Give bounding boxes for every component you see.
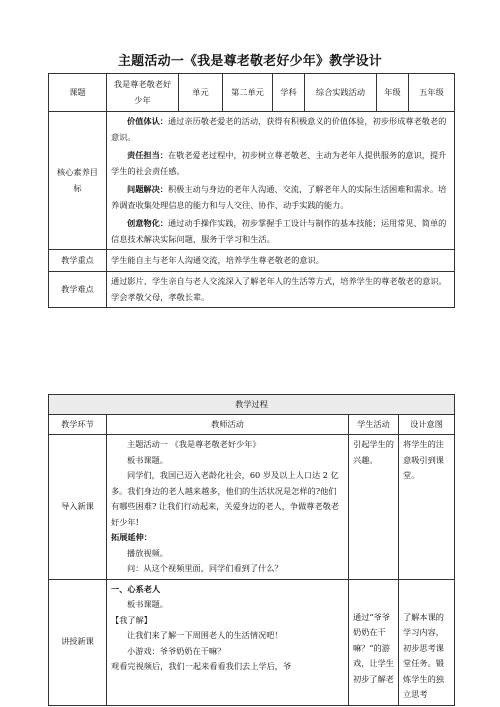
extension-line: 问：从这个视频里面，同学们看到了什么？ xyxy=(127,563,283,573)
header-intent: 设计意图 xyxy=(399,415,455,435)
intro-line: 同学们，我国已迈入老龄化社会，60 岁及以上人口达 2 亿多。我们身边的老人越来越多，他们的生活状况是怎样的?他们有哪些困难? 让我们行动起来，关爱身边的老人，争做尊老敬老好少年! xyxy=(111,470,340,527)
intro-intent: 将学生的注意吸引到课堂。 xyxy=(399,435,455,580)
literacy-content xyxy=(107,112,455,250)
course-value: 我是尊老敬老好少年 xyxy=(107,74,179,112)
literacy-label: 核心素养目标 xyxy=(49,112,107,250)
page-title: 主题活动一《我是尊老敬老好少年》教学设计 xyxy=(117,54,382,69)
lecture-line: 让我们来了解一下周围老人的生活情况吧！ xyxy=(127,630,283,640)
intro-line: 主题活动一 《我是尊老敬老好少年》 xyxy=(127,439,261,449)
header-stage: 教学环节 xyxy=(49,415,107,435)
intro-stage: 导入新课 xyxy=(49,435,107,580)
course-label: 课题 xyxy=(49,74,107,112)
lecture-line: 板书课题。 xyxy=(127,599,168,609)
lecture-teacher xyxy=(107,579,349,705)
intro-line: 板书课题。 xyxy=(127,454,168,465)
intro-teacher xyxy=(107,435,349,580)
key-point-label: 教学重点 xyxy=(49,250,107,272)
subsection-label: 【我了解】 xyxy=(111,614,152,625)
lecture-line: 观看完视频后，我们一起来看看我们去上学后，爷 xyxy=(111,661,292,671)
lecture-line: 小游戏：爷爷奶奶在干嘛？ xyxy=(127,645,226,656)
grade-label: 年级 xyxy=(377,74,409,112)
unit-label: 单元 xyxy=(179,74,223,112)
key-point-text: 学生能自主与老年人沟通交流，培养学生尊老敬老的意识。 xyxy=(107,250,455,272)
header-student: 学生活动 xyxy=(349,415,399,435)
literacy-item: 责任担当：在敬老爱老过程中，初步树立尊老敬老、主动为老年人提供服务的意识，提升学生的社会责任感。 xyxy=(111,150,447,176)
intro-student: 引起学生的兴趣。 xyxy=(349,435,399,580)
literacy-item: 价值体认：通过亲历敬老爱老的活动，获得有积极意义的价值体验，初步形成尊老敬老的意识。 xyxy=(111,116,447,142)
extension-line: 播放视频。 xyxy=(127,547,168,558)
process-title: 教学过程 xyxy=(49,395,455,415)
grade-value: 五年级 xyxy=(409,74,455,112)
unit-value: 第二单元 xyxy=(223,74,273,112)
literacy-item: 问题解决：积极主动与身边的老年人沟通、交流，了解老年人的实际生活困难和需求。培养调查收集处理信息的能力和与人交往、协作、动手实践的能力。 xyxy=(111,184,447,210)
extension-label: 拓展延伸： xyxy=(111,532,152,542)
literacy-item: 创意物化：通过动手操作实践，初步掌握手工设计与制作的基本技能；运用常见、简单的信息技术解决实际问题，服务于学习和生活。 xyxy=(111,218,447,244)
info-table xyxy=(48,73,455,308)
lecture-stage: 讲授新课 xyxy=(49,579,107,705)
lecture-student: 通过“爷爷奶奶在干嘛？”的游戏，让学生初步了解老 xyxy=(349,579,399,705)
difficulty-text: 通过影片、学生亲自与老人交流深入了解老年人的生活等方式，培养学生的尊老敬老的意识。学会孝敬父母，孝敬长辈。 xyxy=(107,272,455,308)
difficulty-label: 教学难点 xyxy=(49,272,107,308)
subject-value: 综合实践活动 xyxy=(305,74,377,112)
header-teacher: 教师活动 xyxy=(107,415,349,435)
section-heading: 一、心系老人 xyxy=(111,583,161,594)
subject-label: 学科 xyxy=(273,74,305,112)
process-table xyxy=(48,394,455,706)
lecture-intent: 了解本课的学习内容，初步思考课堂任务。锻炼学生的独立思考 xyxy=(399,579,455,705)
